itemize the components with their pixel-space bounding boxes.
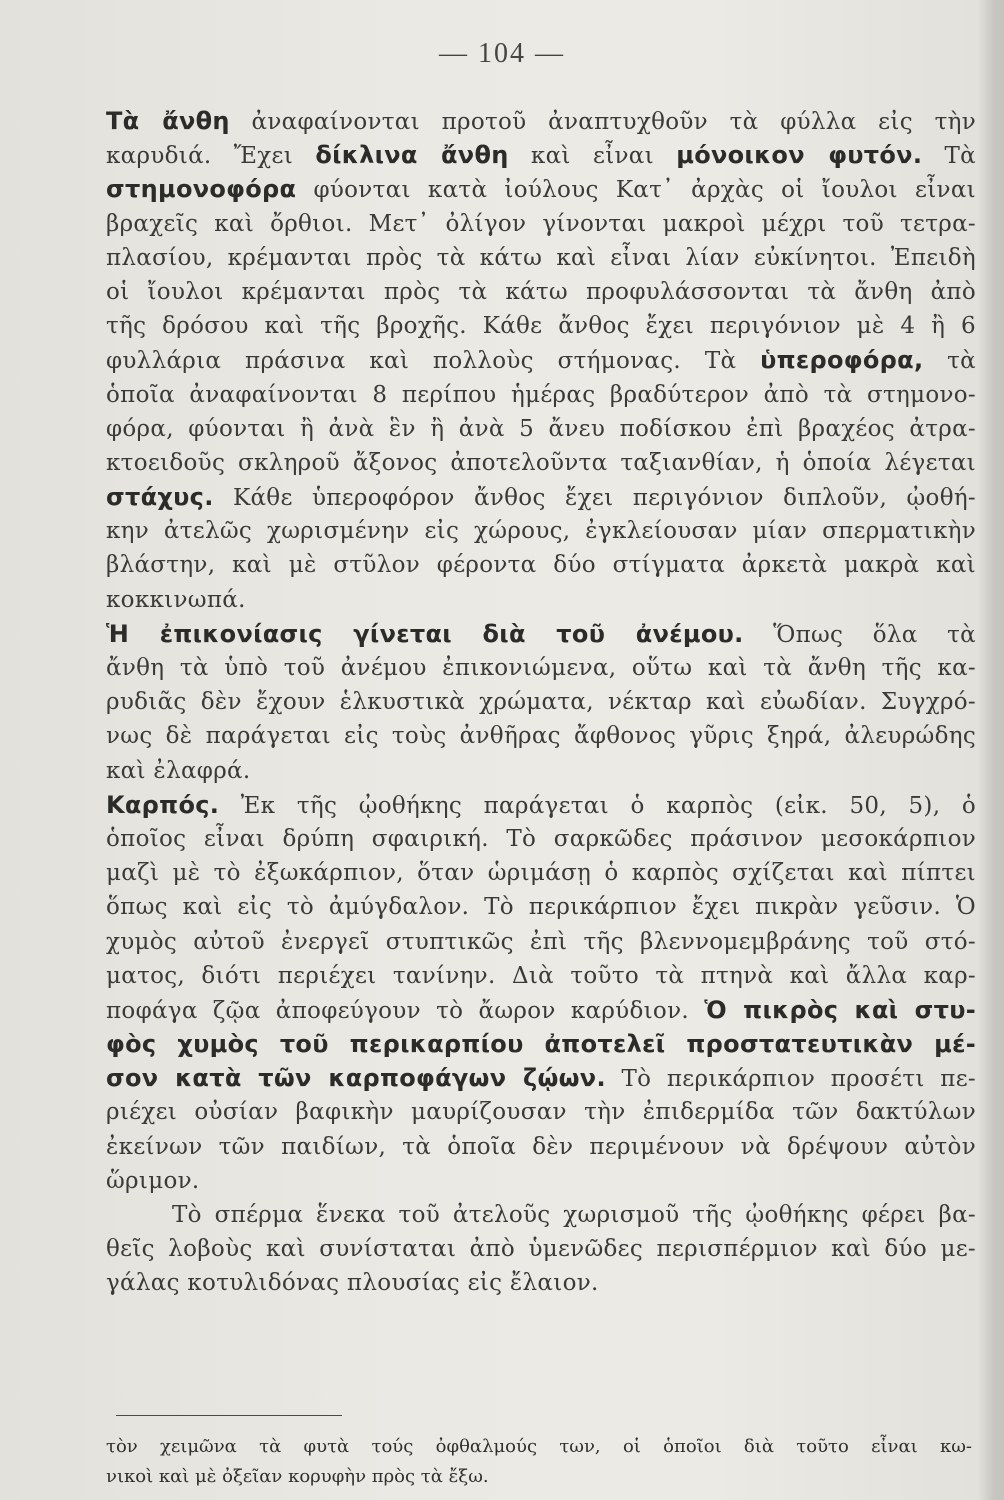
bold-phrase: Ὁ πικρὸς καὶ στυ- <box>704 995 976 1024</box>
bold-phrase: Καρπός. <box>106 790 220 819</box>
text-line <box>106 788 976 822</box>
text-run: βλάστην, καὶ μὲ στῦλον φέροντα δύο στίγματα ἀρκετὰ μακρὰ καὶ <box>106 552 976 579</box>
bold-phrase: σον κατὰ τῶν καρποφάγων ζῴων. <box>106 1064 606 1093</box>
text-run: ἄνθη τὰ ὑπὸ τοῦ ἀνέμου ἐπικονιώμενα, οὕτω καὶ τὰ ἄνθη τῆς κα- <box>106 655 976 681</box>
text-line <box>106 412 976 446</box>
text-line <box>106 172 976 206</box>
text-line <box>106 583 976 617</box>
bold-phrase: στάχυς. <box>106 483 214 512</box>
text-run: φυλλάρια πράσινα καὶ πολλοὺς στήμονας. Τὰ <box>106 348 761 375</box>
text-run: κοκκινωπά. <box>106 586 246 613</box>
text-run: ἐκείνων τῶν παιδίων, τὰ ὁποῖα δὲν περιμένουν νὰ δρέψουν αὐτὸν <box>106 1133 976 1160</box>
footnote-text <box>106 1432 972 1492</box>
text-line <box>106 617 976 651</box>
text-run: ἀναφαίνονται προτοῦ ἀναπτυχθοῦν τὰ φύλλα εἰς τὴν <box>229 109 976 135</box>
text-run: Τὸ σπέρμα ἕνεκα τοῦ ἀτελοῦς χωρισμοῦ τῆς ᾠοθήκης φέρει βα- <box>172 1202 976 1228</box>
bold-phrase: Τὰ ἄνθη <box>106 107 230 135</box>
bold-phrase: Ἡ ἐπικονίασις γίνεται διὰ τοῦ ἀνέμου. <box>106 619 744 648</box>
text-line <box>106 548 976 582</box>
text-line <box>106 1198 976 1232</box>
text-run: Ἐκ τῆς ᾠοθήκης παράγεται ὁ καρπὸς (εἰκ. 50, 5), ὁ <box>219 792 976 819</box>
text-line <box>106 343 976 377</box>
bold-phrase: ὑπεροφόρα, <box>760 346 924 375</box>
text-line <box>106 651 976 685</box>
text-line <box>106 1130 976 1164</box>
bold-phrase: δίκλινα ἄνθη <box>315 141 509 170</box>
text-line <box>106 685 976 719</box>
text-run: τῆς δρόσου καὶ τῆς βροχῆς. Κάθε ἄνθος ἔχει περιγόνιον μὲ 4 ἢ 6 <box>106 313 976 340</box>
text-line <box>106 822 976 856</box>
text-line <box>106 1164 976 1198</box>
text-run: χυμὸς αὐτοῦ ἐνεργεῖ στυπτικῶς ἐπὶ τῆς βλεννομεμβράνης τοῦ στό- <box>106 928 976 955</box>
text-run: ματος, διότι περιέχει τανίνην. Διὰ τοῦτο τὰ πτηνὰ καὶ ἄλλα καρ- <box>106 962 976 989</box>
text-line <box>106 1232 976 1266</box>
text-line <box>106 446 976 480</box>
text-line <box>106 856 976 890</box>
text-run: ποφάγα ζῷα ἀποφεύγουν τὸ ἄωρον καρύδιον. <box>106 997 705 1024</box>
text-run: Τὰ <box>922 143 976 170</box>
page-edge-shadow <box>978 0 1004 1500</box>
text-line <box>106 719 976 753</box>
text-run: ὁποῖος εἶναι δρύπη σφαιρική. Τὸ σαρκῶδες πράσινον μεσοκάρπιον <box>106 825 976 852</box>
text-run: Τὸ περικάρπιον προσέτι πε- <box>605 1066 976 1093</box>
text-run: ὥριμον. <box>106 1167 200 1194</box>
text-line <box>106 993 976 1027</box>
text-line <box>106 754 976 788</box>
text-run: Κάθε ὑπεροφόρον ἄνθος ἔχει περιγόνιον διπλοῦν, ᾠοθή- <box>213 485 976 512</box>
text-line <box>106 241 976 275</box>
text-run: ρυδιᾶς δὲν ἔχουν ἑλκυστικὰ χρώματα, νέκταρ καὶ εὐωδίαν. Συγχρό- <box>106 689 976 716</box>
text-run: πλασίου, κρέμανται πρὸς τὰ κάτω καὶ εἶναι λίαν εὐκίνητοι. Ἐπειδὴ <box>106 244 976 271</box>
text-run: βραχεῖς καὶ ὄρθιοι. Μετ᾿ ὀλίγον γίνονται μακροὶ μέχρι τοῦ τετρα- <box>106 210 976 237</box>
text-line <box>106 104 976 138</box>
footnote-line: νικοὶ καὶ μὲ ὀξεῖαν κορυφὴν πρὸς τὰ ἔξω. <box>106 1466 489 1487</box>
footnote-line: τὸν χειμῶνα τὰ φυτὰ τούς ὀφθαλμούς των, οἱ ὁποῖοι διὰ τοῦτο εἶναι κω- <box>106 1436 972 1457</box>
text-line <box>106 138 976 172</box>
text-run: θεῖς λοβοὺς καὶ συνίσταται ἀπὸ ὑμενῶδες περισπέρμιον καὶ δύο με- <box>106 1236 976 1263</box>
text-run: μαζὶ μὲ τὸ ἐξωκάρπιον, ὅταν ὡριμάσῃ ὁ καρπὸς σχίζεται καὶ πίπτει <box>106 860 976 887</box>
text-line <box>106 514 976 548</box>
bold-phrase: στημονοφόρα <box>106 175 297 204</box>
text-run: φόρα, φύονται ἢ ἀνὰ ἓν ἢ ἀνὰ 5 ἄνευ ποδίσκου ἐπὶ βραχέος ἀτρα- <box>106 415 976 442</box>
text-run: κην ἀτελῶς χωρισμένην εἰς χώρους, ἐγκλείουσαν μίαν σπερματικὴν <box>106 518 976 545</box>
text-run: νως δὲ παράγεται εἰς τοὺς ἀνθῆρας ἄφθονος γῦρις ξηρά, ἀλευρώδης <box>106 723 976 750</box>
text-line <box>106 309 976 343</box>
body-text <box>106 104 976 1301</box>
text-line <box>106 959 976 993</box>
text-run: φύονται κατὰ ἰούλους Κατ᾿ ἀρχὰς οἱ ἴουλοι εἶναι <box>296 177 976 204</box>
text-run: τὰ <box>923 348 976 375</box>
text-run: γάλας κοτυλιδόνας πλουσίας εἰς ἔλαιον. <box>106 1270 599 1297</box>
text-run: καὶ ἐλαφρά. <box>106 757 251 784</box>
text-run: κτοειδοῦς σκληροῦ ἄξονος ἀποτελοῦντα ταξιανθίαν, ἡ ὁποία λέγεται <box>106 449 976 476</box>
text-line <box>106 378 976 412</box>
text-line <box>106 925 976 959</box>
text-run: ὁποῖα ἀναφαίνονται 8 περίπου ἡμέρας βραδύτερον ἀπὸ τὰ στημονο- <box>106 381 976 408</box>
text-run: Ὅπως ὅλα τὰ <box>743 621 976 648</box>
text-run: καὶ εἶναι <box>508 143 677 170</box>
footnote-divider <box>116 1415 342 1416</box>
text-line <box>106 890 976 924</box>
text-run: ριέχει οὐσίαν βαφικὴν μαυρίζουσαν τὴν ἐπιδερμίδα τῶν δακτύλων <box>106 1099 976 1126</box>
text-line <box>106 480 976 514</box>
bold-phrase: μόνοικον φυτόν. <box>676 141 923 170</box>
text-line <box>106 1095 976 1129</box>
text-line <box>106 1266 976 1300</box>
text-run: ὅπως καὶ εἰς τὸ ἀμύγδαλον. Τὸ περικάρπιον ἔχει πικρὰν γεῦσιν. Ὁ <box>106 894 976 921</box>
text-line <box>106 1061 976 1095</box>
text-line <box>106 275 976 309</box>
text-run: καρυδιά. Ἔχει <box>106 143 316 170</box>
text-run: οἱ ἴουλοι κρέμανται πρὸς τὰ κάτω προφυλάσσονται τὰ ἄνθη ἀπὸ <box>106 278 976 305</box>
text-line <box>106 207 976 241</box>
text-line <box>106 1027 976 1061</box>
page-number: — 104 — <box>439 38 565 69</box>
bold-phrase: φὸς χυμὸς τοῦ περικαρπίου ἀποτελεῖ προστατευτικὰν μέ- <box>106 1030 976 1059</box>
